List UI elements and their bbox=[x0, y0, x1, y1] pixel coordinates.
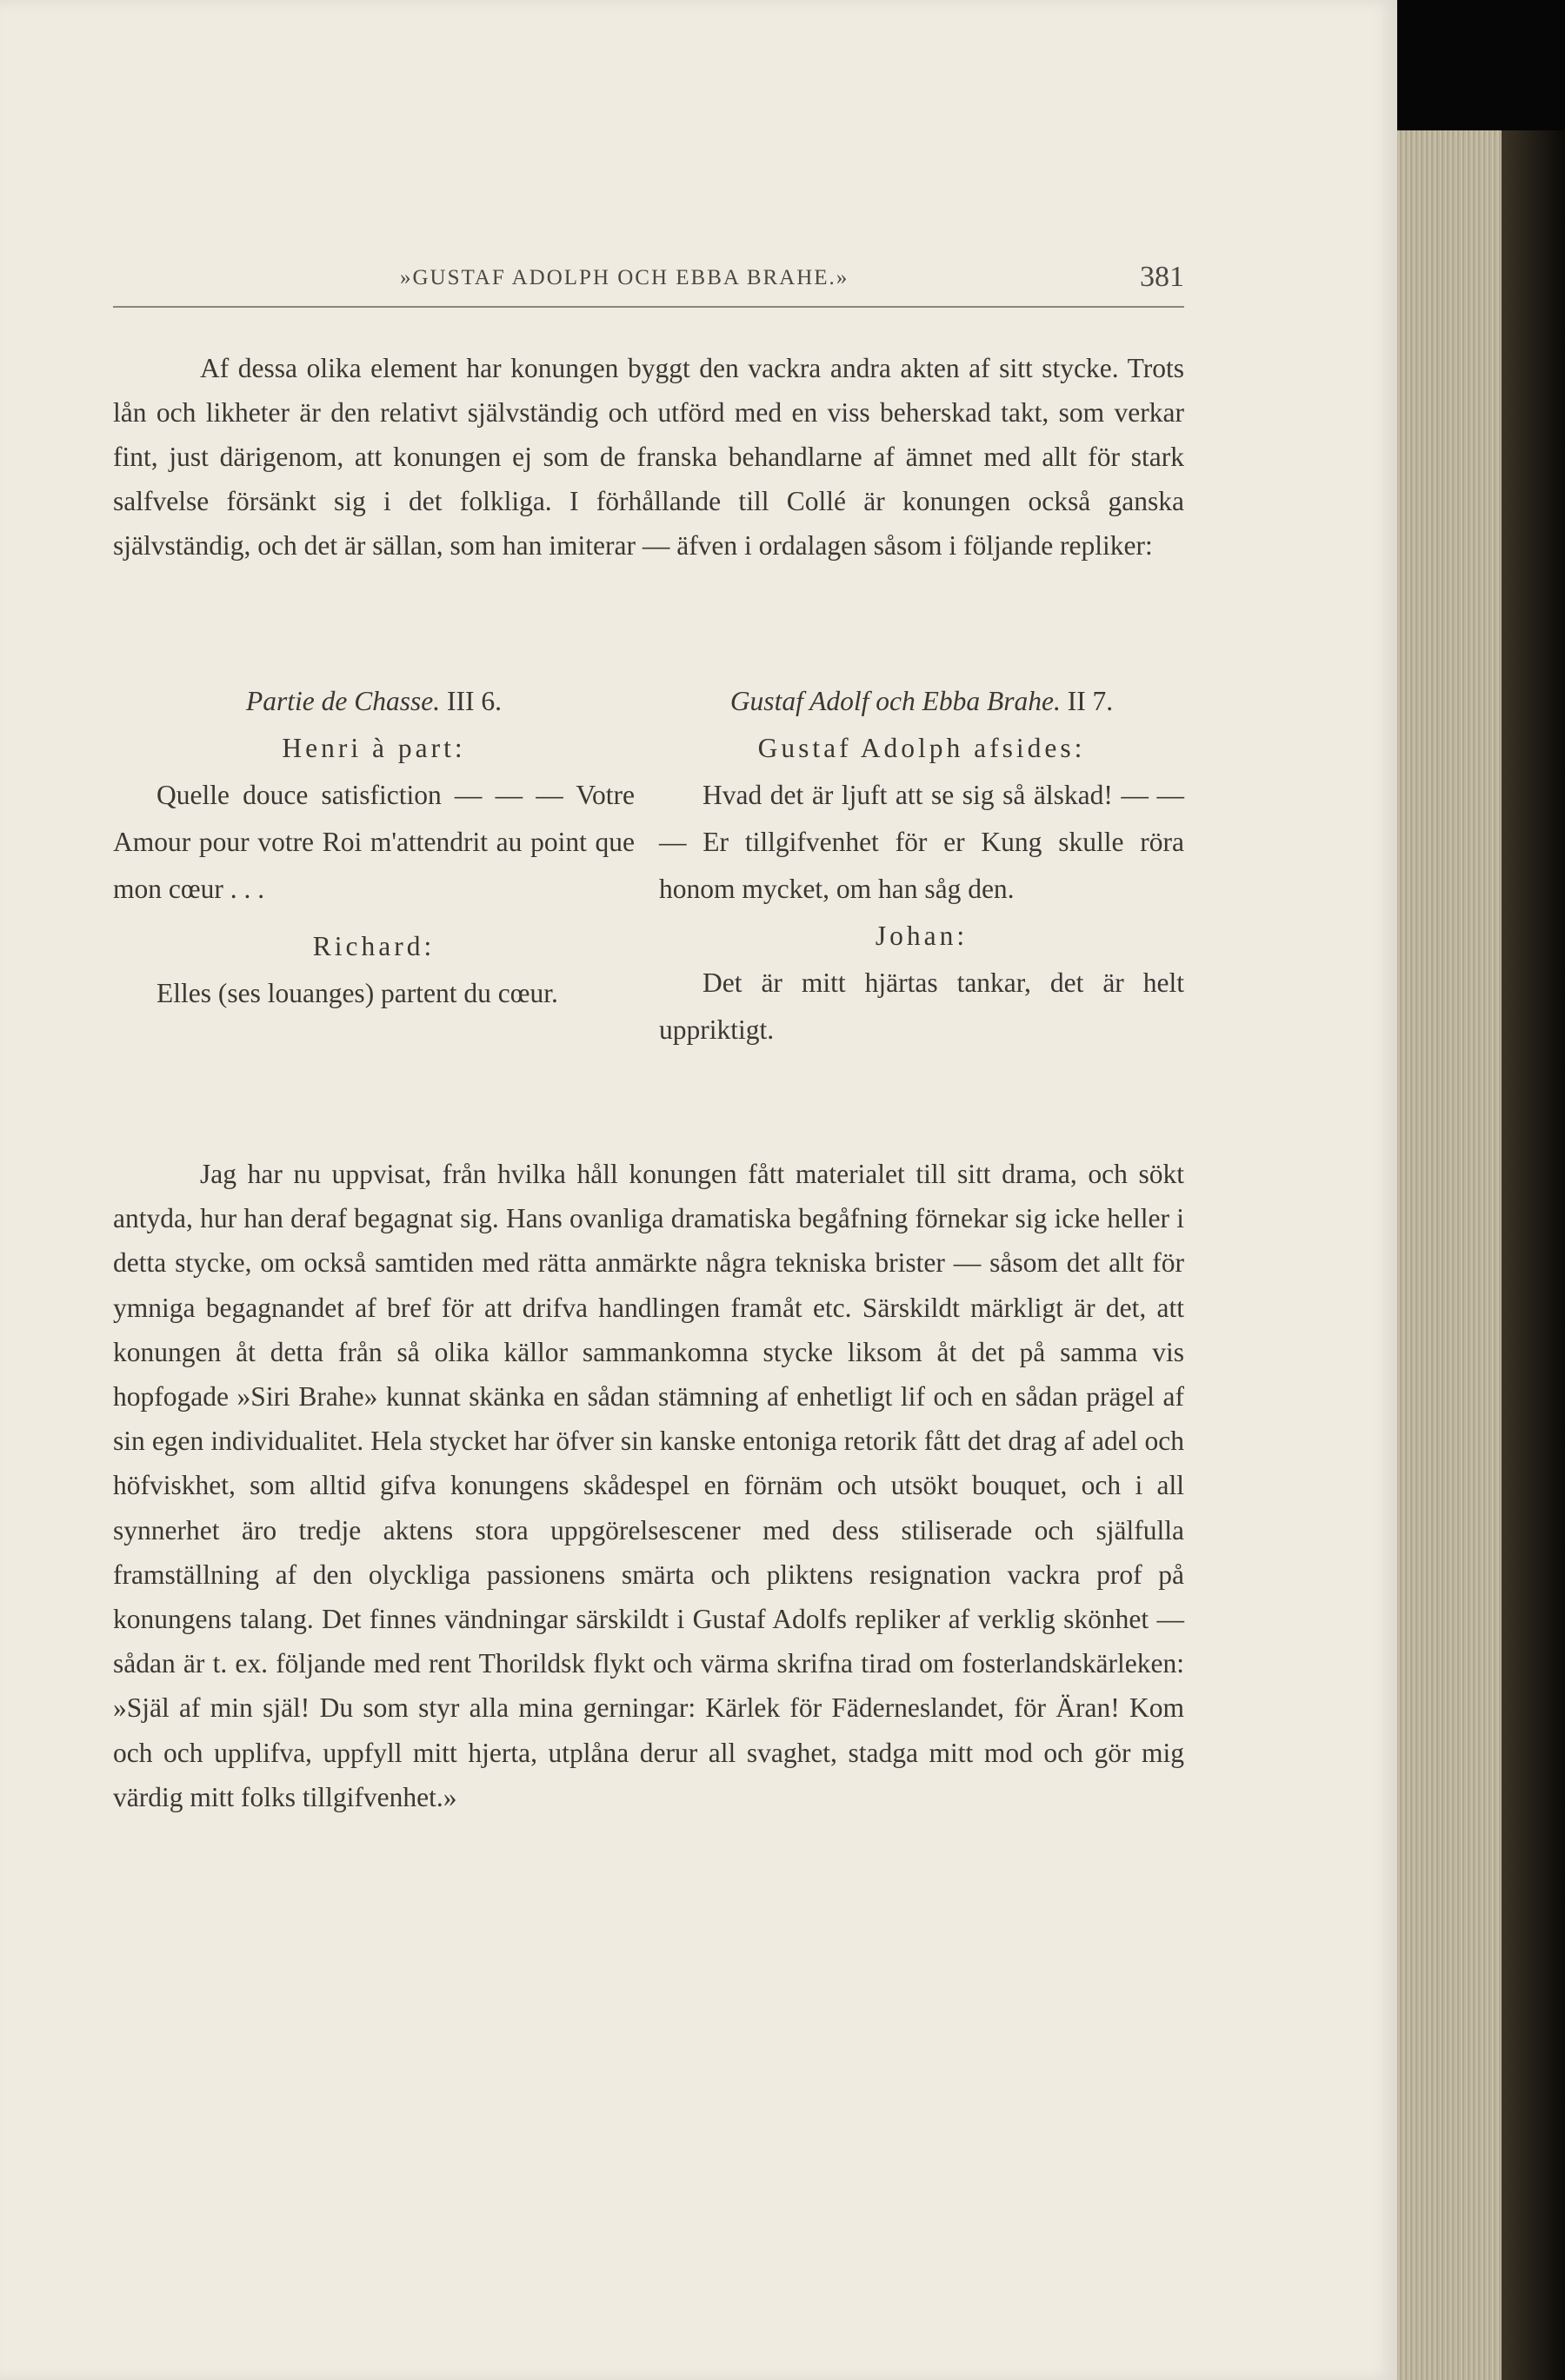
running-title: »GUSTAF ADOLPH OCH EBBA BRAHE.» bbox=[400, 266, 849, 289]
page-number: 381 bbox=[1140, 261, 1184, 293]
quote-column-right bbox=[659, 678, 1184, 1054]
quote-source-right bbox=[659, 678, 1184, 725]
quote-line-right-1: Hvad det är ljuft att se sig så älskad! — — — Er tillgifvenhet för er Kung skulle röra honom mycket, om han såg den. bbox=[659, 780, 1184, 904]
speaker-right-2: Johan: bbox=[875, 921, 969, 951]
quote-line-right-2: Det är mitt hjärtas tankar, det är helt uppriktigt. bbox=[659, 967, 1184, 1045]
paragraph-intro-text: Af dessa olika element har konungen byggt den vackra andra akten af sitt stycke. Trots lån och likheter är den relativt självständig och utförd med en viss beherskad takt, som verkar fint, just därigenom, att konungen ej som de franska behandlarne af ämnet med allt för stark salfvelse försänkt sig i det folkliga. I förhållande till Collé är konungen också ganska självständig, och det är sällan, som han imiterar — äfven i ordalagen såsom i följande repliker: bbox=[113, 353, 1184, 561]
paragraph-main bbox=[113, 1152, 1184, 1819]
quote-source-title-left: Partie de Chasse. bbox=[246, 686, 441, 716]
book-spine-shadow bbox=[1502, 130, 1565, 2380]
paragraph-intro bbox=[113, 346, 1184, 568]
quote-source-title-right: Gustaf Adolf och Ebba Brahe. bbox=[729, 686, 1061, 716]
quote-column-left bbox=[113, 678, 635, 1017]
quote-line-left-1: Quelle douce satisfiction — — — Votre Amour pour votre Roi m'attendrit au point que mon cœur . . . bbox=[113, 780, 635, 904]
speaker-left-1: Henri à part: bbox=[282, 733, 466, 763]
quote-source-act-left: III 6. bbox=[447, 686, 502, 716]
running-header bbox=[113, 261, 1184, 308]
paragraph-main-text: Jag har nu uppvisat, från hvilka håll konungen fått materialet till sitt drama, och sökt antyda, hur han deraf begagnat sig. Hans ovanliga dramatiska begåfning förnekar sig icke heller i detta stycke, om också samtiden med rätta anmärkte några tekniska brister — såsom det allt för ymniga begagnandet af bref för att drifva handlingen framåt etc. Särskildt märkligt är det, att konungen åt detta från så olika källor sammankomna stycke liksom åt det på samma vis hopfogade »Siri Brahe» kunnat skänka en sådan stämning af enhetligt lif och en sådan prägel af sin egen individualitet. Hela stycket har öfver sin kanske entoniga retorik fått det drag af adel och höfviskhet, som alltid gifva konungens skådespel en förnäm och utsökt bouquet, och i all synnerhet äro tredje aktens stora uppgörelsescener med dess stiliserade och själfulla framställning af den olyckliga passionens smärta och pliktens resignation vackra prof på konungens talang. Det finnes vändningar särskildt i Gustaf Adolfs repliker af verklig skönhet — sådan är t. ex. följande med rent Thorildsk flykt och värma skrifna tirad om fosterlandskärleken: »Själ af min själ! Du som styr alla mina gerningar: Kärlek för Fäderneslandet, för Äran! Kom och och upplifva, uppfyll mitt hjerta, utplåna derur all svaghet, stadga mitt mod och gör mig värdig mitt folks tillgifvenhet.» bbox=[113, 1159, 1184, 1812]
quote-line-left-2: Elles (ses louanges) partent du cœur. bbox=[156, 978, 558, 1008]
quote-source-left bbox=[113, 678, 635, 725]
page-edge-stack bbox=[1397, 130, 1502, 2380]
speaker-left-2: Richard: bbox=[312, 931, 436, 961]
speaker-right-1: Gustaf Adolph afsides: bbox=[757, 733, 1086, 763]
quote-source-act-right: II 7. bbox=[1067, 686, 1114, 716]
